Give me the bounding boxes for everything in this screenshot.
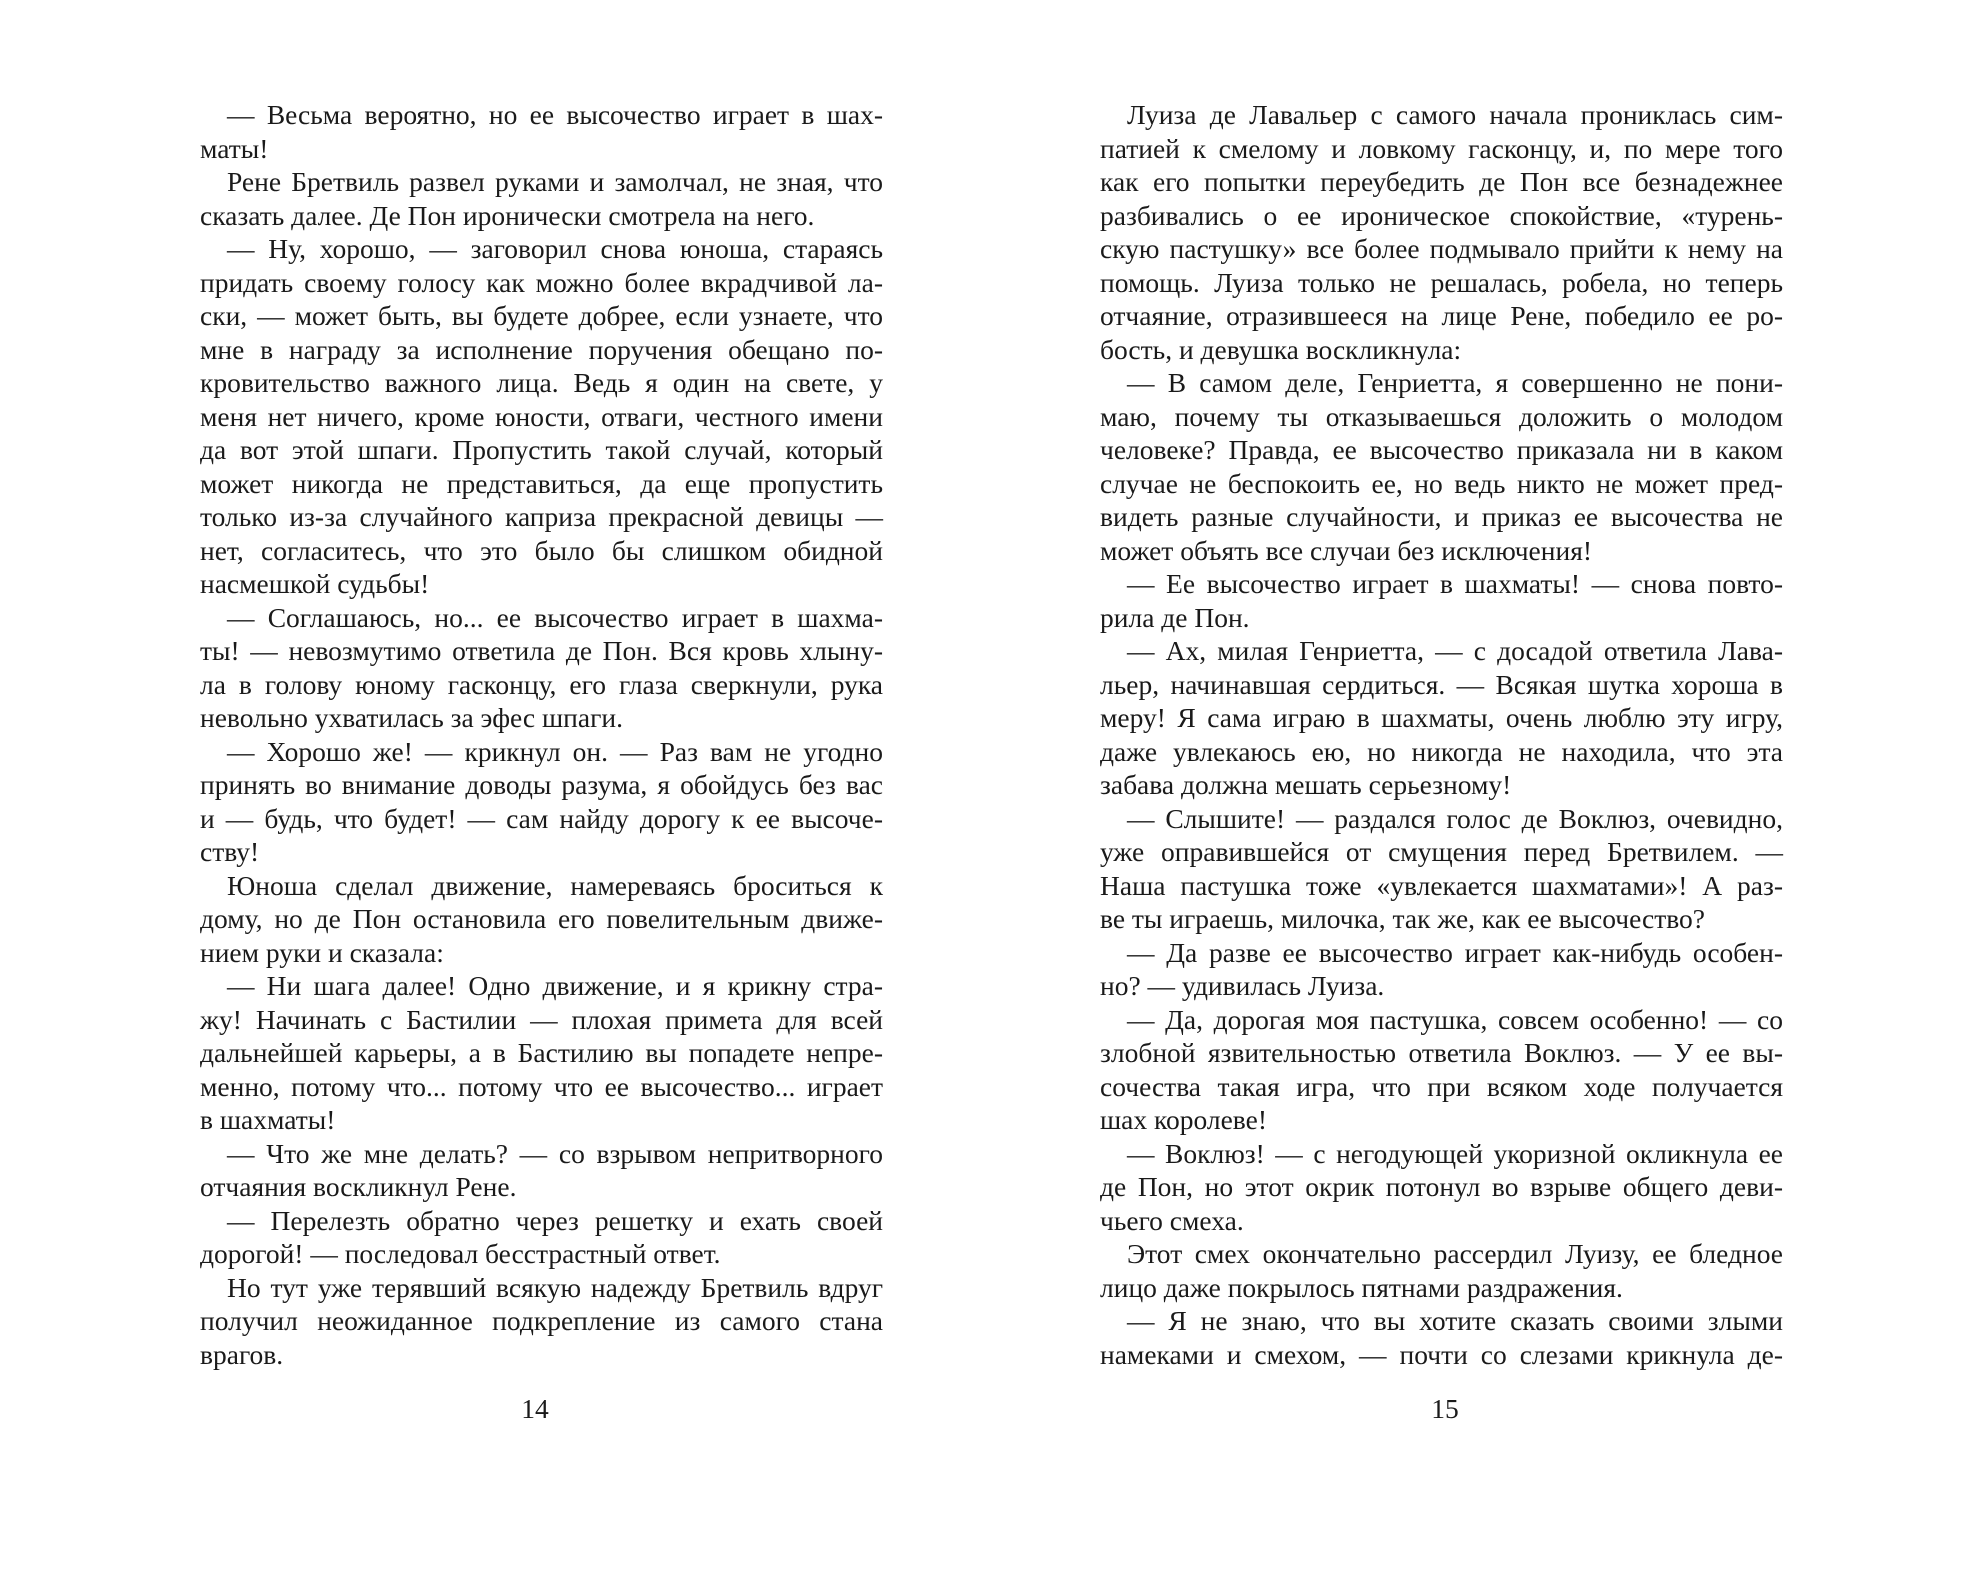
text-line: маю, почему ты отказываешься доложить о молодом xyxy=(1100,400,1783,432)
right-page-text xyxy=(1100,98,1783,1371)
text-line: и — будь, что будет! — сам найду дорогу к ее высоче- xyxy=(200,802,883,834)
text-line: кровительство важного лица. Ведь я один на свете, у xyxy=(200,367,883,398)
text-line: как его попытки переубедить де Пон все безнадежнее xyxy=(1100,166,1783,197)
text-line: патией к смелому и ловкому гасконцу, и, по мере того xyxy=(1100,132,1783,164)
text-line: мне в награду за исполнение поручения обещано по- xyxy=(200,333,883,365)
text-line: насмешкой судьбы! xyxy=(200,568,430,599)
text-line: — Слышите! — раздался голос де Воклюз, очевидно, xyxy=(1127,802,1783,834)
text-line: Юноша сделал движение, намереваясь броситься к xyxy=(227,869,883,901)
text-line: чьего смеха. xyxy=(1100,1204,1244,1236)
text-line: жу! Начинать с Бастилии — плохая примета для всей xyxy=(200,1003,883,1035)
text-line: но? — удивилась Луиза. xyxy=(1100,970,1385,1001)
text-line: — Хорошо же! — крикнул он. — Раз вам не угодно xyxy=(227,735,883,767)
left-page-text xyxy=(200,98,883,1371)
text-line: де Пон, но этот окрик потонул во взрыве общего деви- xyxy=(1100,1171,1783,1202)
text-line: нием руки и сказала: xyxy=(200,936,444,968)
text-line: дорогой! — последовал бесстрастный ответ. xyxy=(200,1238,721,1269)
text-line: разбивались о ее ироническое спокойствие, «турень- xyxy=(1100,199,1783,231)
text-line: — Да разве ее высочество играет как-нибудь особен- xyxy=(1127,936,1783,968)
text-line: — Воклюз! — с негодующей укоризной окликнула ее xyxy=(1127,1137,1783,1169)
text-line: меня нет ничего, кроме юности, отваги, честного имени xyxy=(200,400,883,432)
text-line: скую пастушку» все более подмывало прийти к нему на xyxy=(1100,233,1783,264)
text-line: Рене Бретвиль развел руками и замолчал, не зная, что xyxy=(227,166,883,197)
text-line: — Ее высочество играет в шахматы! — снова повто- xyxy=(1127,568,1783,599)
text-line: шах королеве! xyxy=(1100,1104,1267,1135)
text-line: — Весьма вероятно, но ее высочество играет в шах- xyxy=(227,99,883,130)
text-line: бость, и девушка воскликнула: xyxy=(1100,333,1462,365)
text-line: — Я не знаю, что вы хотите сказать своими злыми xyxy=(1127,1305,1783,1336)
text-line: — Ах, милая Генриетта, — с досадой ответила Лава- xyxy=(1127,635,1783,666)
text-line: видеть разные случайности, и приказ ее высочества не xyxy=(1100,501,1783,532)
text-line: ты! — невозмутимо ответила де Пон. Вся кровь хлыну- xyxy=(200,635,883,666)
text-line: ла в голову юному гасконцу, его глаза сверкнули, рука xyxy=(200,668,883,700)
text-line: врагов. xyxy=(200,1338,284,1370)
text-line: — Соглашаюсь, но... ее высочество играет в шахма- xyxy=(227,601,883,633)
text-line: — Ну, хорошо, — заговорил снова юноша, стараясь xyxy=(227,233,883,264)
text-line: льер, начинавшая сердиться. — Всякая шутка хороша в xyxy=(1100,668,1783,700)
text-line: ве ты играешь, милочка, так же, как ее высочество? xyxy=(1100,903,1705,934)
text-line: — Да, дорогая моя пастушка, совсем особенно! — со xyxy=(1127,1003,1783,1035)
text-line: человеке? Правда, ее высочество приказала ни в каком xyxy=(1100,434,1783,465)
text-line: да вот этой шпаги. Пропустить такой случай, который xyxy=(200,434,883,465)
text-line: случае не беспокоить ее, но ведь никто не может пред- xyxy=(1100,467,1783,499)
text-line: принять во внимание доводы разума, я обойдусь без вас xyxy=(200,769,883,800)
right-page-number: 15 xyxy=(1431,1393,1459,1424)
right-page xyxy=(982,0,1964,1570)
text-line: уже оправившейся от смущения перед Бретвилем. — xyxy=(1100,836,1783,867)
text-line: даже увлекаюсь ею, но никогда не находила, что эта xyxy=(1100,735,1783,767)
text-line: отчаяние, отразившееся на лице Рене, победило ее ро- xyxy=(1100,300,1783,331)
text-line: ски, — может быть, вы будете добрее, если узнаете, что xyxy=(200,300,883,331)
text-line: Но тут уже терявший всякую надежду Бретвиль вдруг xyxy=(227,1271,883,1303)
text-line: злобной язвительностью ответила Воклюз. — У ее вы- xyxy=(1100,1037,1783,1068)
text-line: менно, потому что... потому что ее высочество... играет xyxy=(200,1070,883,1102)
text-line: может никогда не представиться, да еще пропустить xyxy=(200,467,883,499)
text-line: получил неожиданное подкрепление из самого стана xyxy=(200,1305,883,1336)
text-line: сказать далее. Де Пон иронически смотрела на него. xyxy=(200,199,815,231)
text-line: отчаяния воскликнул Рене. xyxy=(200,1171,517,1202)
text-line: дальнейшей карьеры, а в Бастилию вы попадете непре- xyxy=(200,1037,883,1068)
text-line: Наша пастушка тоже «увлекается шахматами»! А раз- xyxy=(1100,869,1783,901)
text-line: лицо даже покрылось пятнами раздражения. xyxy=(1100,1271,1623,1303)
text-line: невольно ухватилась за эфес шпаги. xyxy=(200,702,623,733)
text-line: маты! xyxy=(200,132,269,164)
text-line: меру! Я сама играю в шахматы, очень люблю эту игру, xyxy=(1100,702,1783,733)
text-line: — В самом деле, Генриетта, я совершенно не пони- xyxy=(1127,367,1783,398)
text-line: Этот смех окончательно рассердил Луизу, ее бледное xyxy=(1127,1238,1783,1269)
text-line: сочества такая игра, что при всяком ходе получается xyxy=(1100,1070,1783,1102)
text-line: забава должна мешать серьезному! xyxy=(1100,769,1512,800)
text-line: нет, согласитесь, что это было бы слишком обидной xyxy=(200,534,883,566)
text-line: может объять все случаи без исключения! xyxy=(1100,534,1593,566)
text-line: Луиза де Лавальер с самого начала прониклась сим- xyxy=(1127,99,1783,130)
text-line: ству! xyxy=(200,836,260,867)
text-line: — Перелезть обратно через решетку и ехать своей xyxy=(227,1204,883,1236)
text-line: рила де Пон. xyxy=(1100,601,1250,633)
text-line: придать своему голосу как можно более вкрадчивой ла- xyxy=(200,266,883,298)
left-page-number: 14 xyxy=(521,1393,549,1424)
text-line: дому, но де Пон остановила его повелительным движе- xyxy=(200,903,883,934)
text-line: — Ни шага далее! Одно движение, и я крикну стра- xyxy=(227,970,883,1001)
text-line: только из-за случайного каприза прекрасной девицы — xyxy=(200,501,883,532)
text-line: помощь. Луиза только не решалась, робела, но теперь xyxy=(1100,266,1783,298)
text-line: в шахматы! xyxy=(200,1104,336,1135)
text-line: намеками и смехом, — почти со слезами крикнула де- xyxy=(1100,1338,1783,1370)
text-line: — Что же мне делать? — со взрывом непритворного xyxy=(227,1137,883,1169)
